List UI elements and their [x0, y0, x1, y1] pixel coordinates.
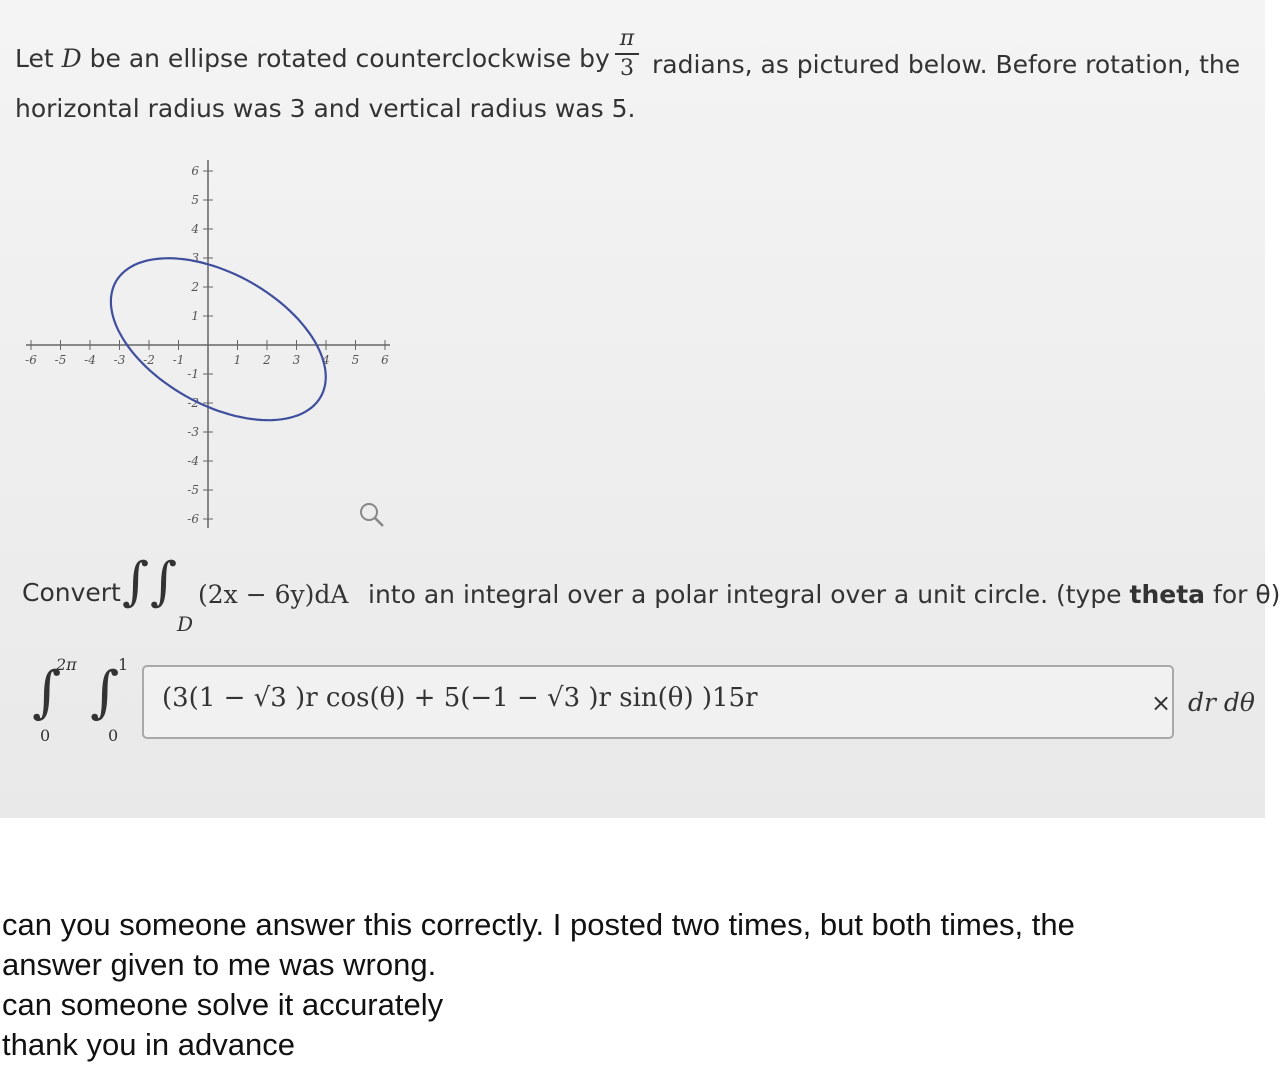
integral-sign-1: ∫ — [122, 552, 150, 612]
post-body — [2, 905, 1262, 1065]
x-tick-label: 4 — [322, 353, 330, 367]
inner-upper-limit: 1 — [118, 655, 129, 674]
fraction-numerator: π — [619, 26, 635, 51]
x-tick-label: -6 — [25, 353, 37, 367]
integrand: (2x − 6y)dA — [198, 580, 349, 609]
problem-line-2: horizontal radius was 3 and vertical radius was 5. — [15, 94, 636, 123]
y-tick-label: -6 — [187, 512, 199, 526]
region-subscript: D — [177, 612, 194, 636]
fraction-denominator: 3 — [620, 56, 634, 81]
differential-label: dr dθ — [1188, 688, 1255, 717]
x-tick-label: 5 — [351, 353, 360, 367]
x-tick-label: -3 — [113, 353, 126, 367]
ellipse-graph — [18, 150, 398, 535]
inner-lower-limit: 0 — [108, 726, 119, 745]
x-tick-label: -2 — [143, 353, 155, 367]
y-tick-label: 4 — [191, 222, 199, 236]
x-tick-label: -1 — [172, 353, 185, 367]
y-tick-label: -5 — [187, 483, 199, 497]
y-tick-label: 2 — [191, 280, 199, 294]
instructions-end: for θ) — [1213, 580, 1280, 609]
answer-input[interactable] — [142, 665, 1174, 739]
y-tick-label: -1 — [187, 367, 199, 381]
outer-integral-sign: ∫ — [32, 660, 62, 725]
problem-var-d: D — [61, 44, 82, 73]
y-tick-label: -3 — [187, 425, 199, 439]
x-tick-group — [25, 340, 389, 367]
integral-sign-2: ∫ — [150, 552, 178, 612]
problem-rotated-text: be an ellipse rotated counterclockwise by — [89, 44, 610, 73]
problem-let: Let — [15, 44, 54, 73]
y-tick-label: 1 — [191, 309, 199, 323]
x-tick-label: -4 — [84, 353, 96, 367]
rotated-ellipse — [111, 258, 326, 420]
convert-instructions — [368, 580, 1280, 609]
magnifier-icon[interactable] — [357, 500, 387, 530]
outer-upper-limit: 2π — [56, 655, 77, 674]
instructions-text: into an integral over a polar integral over a unit circle. (type — [368, 580, 1122, 609]
close-icon[interactable]: × — [1150, 689, 1172, 717]
y-tick-label: 3 — [191, 251, 199, 265]
answer-value: (3(1 − √3 )r cos(θ) + 5(−1 − √3 )r sin(θ) )15r — [162, 683, 758, 713]
x-tick-label: -5 — [54, 353, 67, 367]
x-tick-label: 6 — [381, 353, 389, 367]
post-line-3: can someone solve it accurately — [2, 987, 444, 1022]
y-tick-label: -4 — [187, 454, 199, 468]
y-tick-label: -2 — [187, 396, 199, 410]
x-tick-label: 1 — [233, 353, 242, 367]
problem-radians-text: radians, as pictured below. Before rotation, the — [652, 50, 1241, 79]
fraction-bar — [615, 53, 639, 55]
theta-keyword: theta — [1129, 580, 1206, 609]
post-line-4: thank you in advance — [2, 1027, 295, 1062]
x-tick-label: 3 — [292, 353, 301, 367]
y-tick-label: 5 — [191, 193, 199, 207]
outer-lower-limit: 0 — [40, 726, 51, 745]
post-line-2: answer given to me was wrong. — [2, 947, 437, 982]
inner-integral-sign: ∫ — [90, 660, 120, 725]
convert-label: Convert — [22, 578, 121, 607]
problem-line-1 — [15, 44, 610, 73]
y-tick-label: 6 — [191, 164, 199, 178]
post-line-1: can you someone answer this correctly. I posted two times, but both times, the — [2, 907, 1075, 942]
rotation-fraction — [612, 26, 642, 82]
x-tick-label: 2 — [263, 353, 271, 367]
